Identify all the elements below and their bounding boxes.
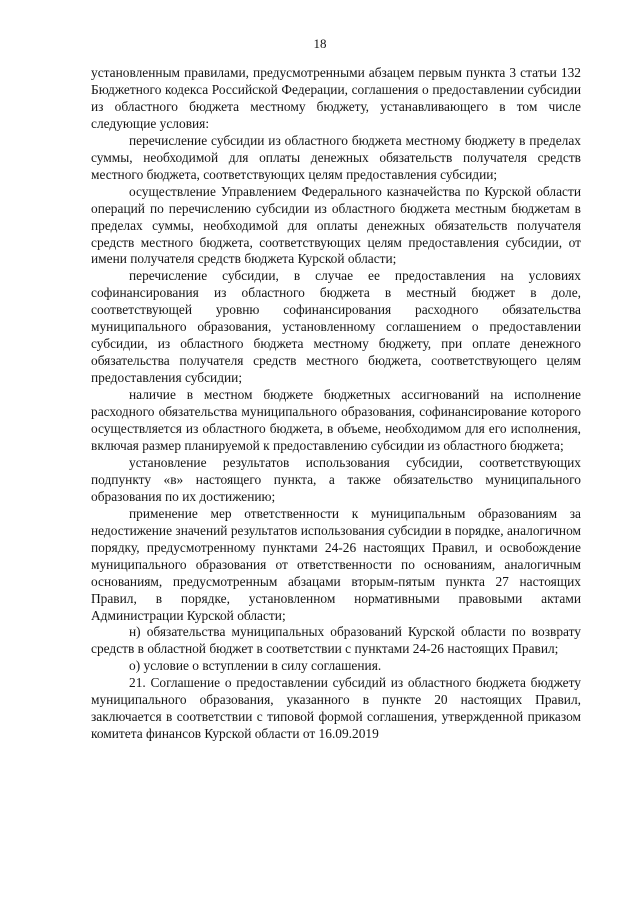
paragraph-3: осуществление Управлением Федерального казначейства по Курской области операций по перечислению субсидии из областного бюджета местным бюджетам в пределах суммы, необходимой для оплаты денежных обязательств получателя средств местного бюджета, соответствующих целям предоставления субсидии, от имени получателя средств бюджета Курской области;	[91, 183, 581, 267]
paragraph-5: наличие в местном бюджете бюджетных ассигнований на исполнение расходного обязательства муниципального образования, софинансирование которого осуществляется из областного бюджета, в объеме, необходимом для его исполнения, включая размер планируемой к предоставлению субсидии из областного бюджета;	[91, 387, 581, 453]
paragraph-10: 21. Соглашение о предоставлении субсидий из областного бюджета бюджету муниципального образования, указанного в пункте 20 настоящих Правил, заключается в соответствии с типовой формой соглашения, утвержденной приказом комитета финансов Курской области от 16.09.2019	[91, 675, 581, 742]
paragraph-8: н) обязательства муниципальных образований Курской области по возврату средств в областной бюджет в соответствии с пунктами 24-26 настоящих Правил;	[91, 624, 581, 657]
document-body	[91, 65, 581, 743]
paragraph-4: перечисление субсидии, в случае ее предоставления на условиях софинансирования из областного бюджета в местный бюджет в доле, соответствующей уровню софинансирования расходного обязательства муниципального образования, установленному соглашением о предоставлении субсидии, из областного бюджета местному бюджету, при оплате денежного обязательства получателя средств местного бюджета, соответствующего целям предоставления субсидии;	[91, 268, 581, 386]
paragraph-2: перечисление субсидии из областного бюджета местному бюджету в пределах суммы, необходимой для оплаты денежных обязательств получателя средств местного бюджета, соответствующих целям предоставления субсидии;	[91, 132, 581, 182]
paragraph-6: установление результатов использования субсидии, соответствующих подпункту «в» настоящего пункта, а также обязательство муниципального образования по их достижению;	[91, 454, 581, 504]
paragraph-7: применение мер ответственности к муниципальным образованиям за недостижение значений результатов использования субсидии в порядке, аналогичном порядку, предусмотренному пунктами 24-26 настоящих Правил, и освобождение муниципального образования от ответственности по основаниям, аналогичным основаниям, предусмотренным абзацами вторым-пятым пункта 27 настоящих Правил, в порядке, установленном нормативными правовыми актами Администрации Курской области;	[91, 505, 581, 623]
page-number: 18	[313, 36, 327, 51]
paragraph-9: о) условие о вступлении в силу соглашения.	[129, 658, 382, 674]
paragraph-1: установленным правилами, предусмотренными абзацем первым пункта 3 статьи 132 Бюджетного кодекса Российской Федерации, соглашения о предоставлении субсидии из областного бюджета местному бюджету, устанавливающего в том числе следующие условия:	[91, 65, 581, 131]
